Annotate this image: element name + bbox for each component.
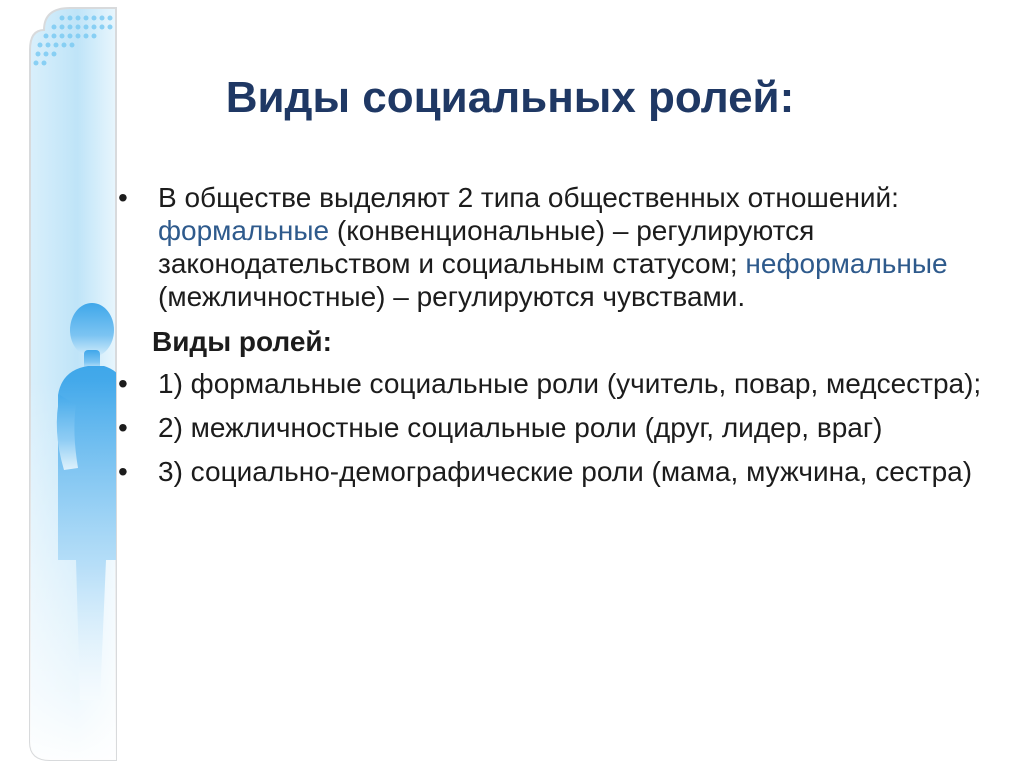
role-item bbox=[118, 367, 988, 400]
slide-content bbox=[118, 181, 988, 488]
intro-paragraph bbox=[118, 181, 988, 313]
intro-text-part2: (конвенциональные) – регулируются законодательством и социальным статусом; bbox=[158, 215, 815, 279]
bullet-icon: • bbox=[118, 368, 128, 399]
role-text: 3) социально-демографические роли (мама, мужчина, сестра) bbox=[158, 456, 973, 487]
role-text: 2) межличностные социальные роли (друг, лидер, враг) bbox=[158, 412, 883, 443]
role-item bbox=[118, 411, 988, 444]
slide-title: Виды социальных ролей: bbox=[225, 73, 795, 122]
formal-term: формальные bbox=[158, 215, 330, 246]
roles-heading: Виды ролей: bbox=[152, 326, 332, 357]
informal-term: неформальные bbox=[745, 248, 948, 279]
bullet-icon: • bbox=[118, 412, 128, 443]
intro-text-part1: В обществе выделяют 2 типа общественных отношений: bbox=[158, 182, 899, 213]
role-text: 1) формальные социальные роли (учитель, повар, медсестра); bbox=[158, 368, 982, 399]
bullet-icon: • bbox=[118, 456, 128, 487]
bullet-icon: • bbox=[118, 182, 128, 213]
intro-text-part3: (межличностные) – регулируются чувствами. bbox=[158, 281, 746, 312]
role-item bbox=[118, 455, 988, 488]
